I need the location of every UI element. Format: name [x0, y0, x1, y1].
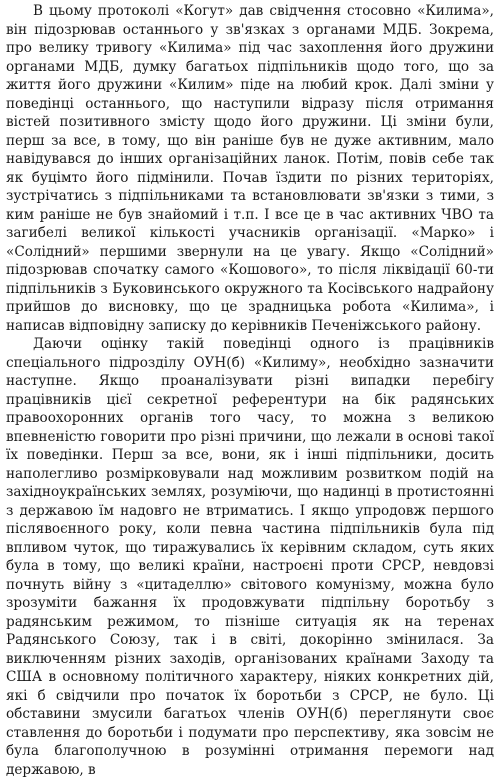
- paragraph: В цьому протоколі «Когут» дав свідчення стосовно «Килима», він підозрював останнього у зв'язках з органами МДБ. Зокрема, про велику тривогу «Килима» під час захоплення його дружини органами МДБ, думку багатьох підпільників щодо того, що за життя його дружини «Килим» піде на любий крок. Далі зміни у поведінці останнього, що наступили відразу після отримання вістей позитивного змісту щодо його дружини. Ці зміни були, перш за все, в тому, що він раніше був не дуже активним, мало навідувався до інших організаційних ланок. Потім, повів себе так як буцімто його підмінили. Почав їздити по різних територіях, зустрічатись з підпільниками та встановлювати зв'язки з тими, з ким раніше не був знайомий і т.п. І все це в час активних ЧВО та загибелі великої кількості учасників організації. «Марко» і «Солідний» першими звернули на це увагу. Якщо «Солідний» підозрював спочатку самого «Кошового», то після ліквідації 60-ти підпільників з Буковинського окружного та Косівського надрайону прийшов до висновку, що це зрадницька робота «Килима», і написав відповідну записку до керівників Печеніжського району.: [6, 3, 494, 334]
- paragraph: Даючи оцінку такій поведінці одного із працівників спеціального підрозділу ОУН(б) «Килиму», необхідно зазначити наступне. Якщо проаналізувати різні випадки перебігу працівників цієї секретної референтури на бік радянських правоохоронних органів того часу, то можна з великою впевненістю говорити про різні причини, що лежали в основі такої їх поведінки. Перш за все, вони, як і інші підпільники, досить наполегливо розмірковували над можливим розвитком подій на західноукраїнських землях, розуміючи, що надинці в протистоянні з державою їм надовго не втриматись. І якщо упродовж першого післявоєнного року, коли певна частина підпільників була під впливом чуток, що тиражувались їх керівним складом, суть яких була в тому, що великі країни, настроєні проти СРСР, невдовзі почнуть війну з «цитаделлю» світового комунізму, можна було зрозуміти бажання їх продовжувати підпільну боротьбу з радянським режимом, то пізніше ситуація як на теренах Радянського Союзу, так і в світі, докорінно змінилася. За виключенням різних заходів, організованих країнами Заходу та США в основному політичного характеру, ніяких конкретних дій, які б свідчили про початок їх боротьби з СРСР, не було. Ці обставини змусили багатьох членів ОУН(б) переглянути своє ставлення до боротьби і подумати про перспективу, яка зовсім не була благополучною в розумінні отримання перемоги над державою, в: [6, 336, 494, 778]
- document-page: [6, 2, 494, 779]
